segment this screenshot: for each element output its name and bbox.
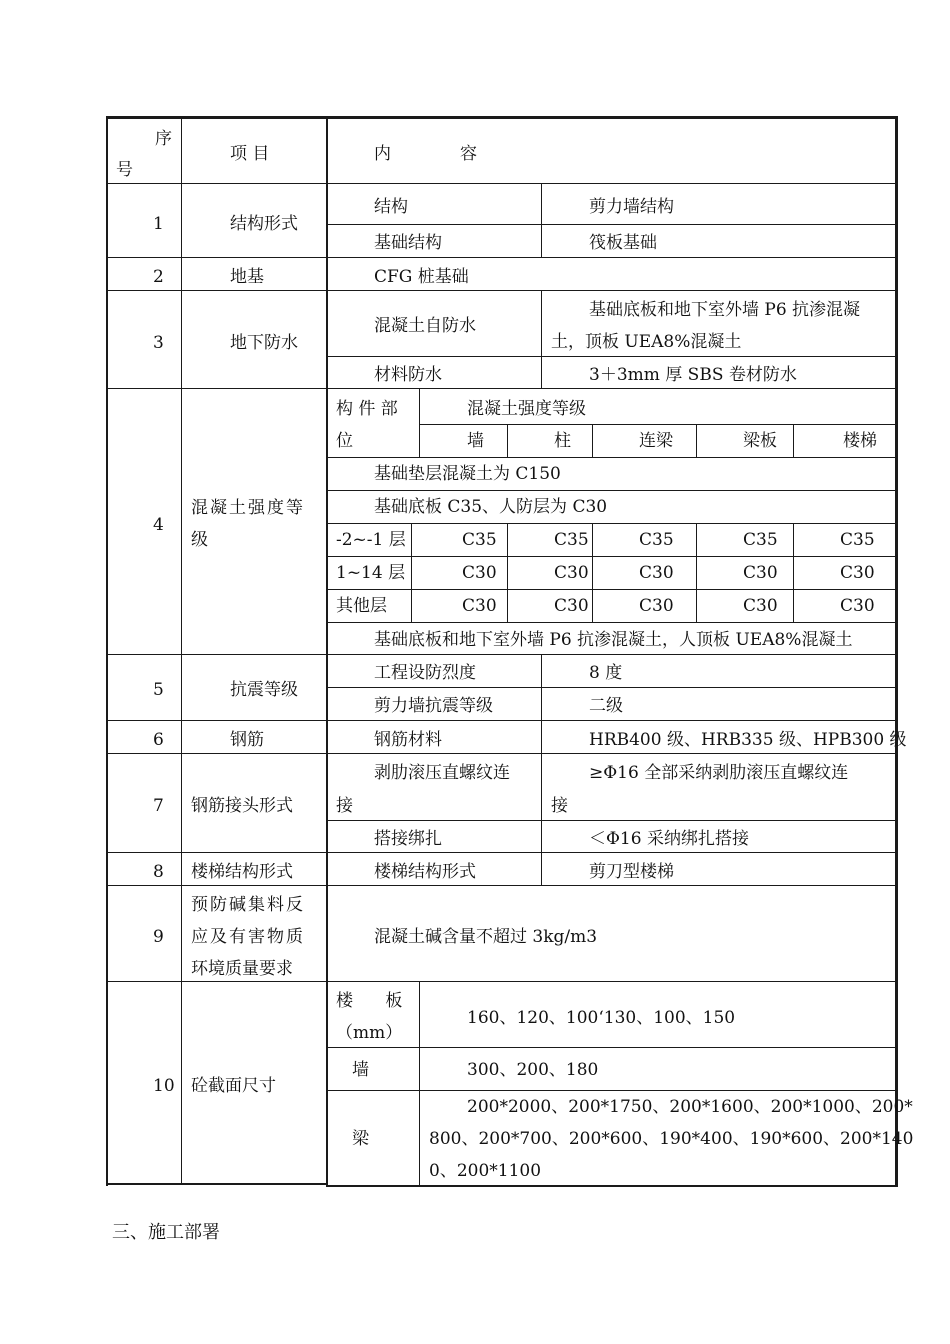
row6-number: 6 — [153, 730, 164, 750]
row8-value: 剪刀型楼梯 — [589, 862, 674, 882]
row7-item: 钢筋接头形式 — [191, 796, 293, 816]
r4-line-a — [327, 457, 896, 458]
row7-lap-value: ＜Φ16 采纳绑扎搭接 — [589, 829, 749, 849]
row4-col-header-stair: 楼梯 — [843, 431, 877, 451]
row4-level3-column: C30 — [554, 596, 589, 616]
row4-level3-coupling-beam: C30 — [639, 596, 674, 616]
row4-level1-column: C35 — [554, 530, 589, 550]
r7-inner-hline — [327, 820, 896, 821]
row4-note-cushion: 基础垫层混凝土为 C150 — [374, 464, 561, 484]
row2-number: 2 — [153, 267, 164, 287]
row4-level3-wall: C30 — [462, 596, 497, 616]
row4-level1-stair: C35 — [840, 530, 875, 550]
row4-level3-beam-slab: C30 — [743, 596, 778, 616]
row4-note-impermeable: 基础底板和地下室外墙 P6 抗渗混凝土，人顶板 UEA8%混凝土 — [374, 630, 853, 650]
r4-header-split — [419, 424, 896, 425]
row7-number: 7 — [153, 796, 164, 816]
row4-col-header-wall: 墙 — [467, 431, 484, 451]
row4-level2-stair: C30 — [840, 563, 875, 583]
r6-inner-vline — [541, 720, 542, 753]
row5-seismic-grade-value: 二级 — [589, 696, 623, 716]
r4-line-b — [327, 490, 896, 491]
table-border-top — [106, 116, 897, 119]
row10-slab-label-line2: （mm） — [336, 1023, 403, 1043]
row5-intensity-value: 8 度 — [589, 663, 623, 683]
r4-line-d — [327, 556, 896, 557]
row-line-7 — [107, 852, 896, 853]
col-divider-item — [326, 118, 328, 1187]
row5-number: 5 — [153, 680, 164, 700]
row9-item-line2: 应及有害物质 — [191, 927, 305, 947]
row2-item: 地基 — [230, 267, 264, 287]
row10-slab-value: 160、120、100‘130、100、150 — [467, 1008, 736, 1028]
row3-self-waterproof-value-line1: 基础底板和地下室外墙 P6 抗渗混凝 — [589, 300, 861, 320]
row3-item: 地下防水 — [230, 333, 298, 353]
row4-level2-wall: C30 — [462, 563, 497, 583]
table-border-left — [106, 116, 108, 1186]
table-border-bottom-left — [106, 1183, 328, 1185]
row4-item-line2: 级 — [191, 530, 208, 550]
row10-beam-value-line1: 200*2000、200*1750、200*1600、200*1000、200* — [467, 1097, 913, 1117]
row4-col-header-column: 柱 — [554, 431, 571, 451]
row10-beam-value-line3: 0、200*1100 — [429, 1161, 542, 1181]
row4-level3-stair: C30 — [840, 596, 875, 616]
row4-col-header-coupling-beam: 连梁 — [639, 431, 673, 451]
row4-note-base-slab: 基础底板 C35、人防层为 C30 — [374, 497, 608, 517]
row1-number: 1 — [153, 214, 164, 234]
r5-inner-hline — [327, 687, 896, 688]
row3-material-waterproof-value: 3＋3mm 厚 SBS 卷材防水 — [589, 365, 797, 385]
row7-lap-label: 搭接绑扎 — [374, 829, 442, 849]
header-seq-char2: 号 — [116, 160, 133, 180]
row8-label: 楼梯结构形式 — [374, 862, 476, 882]
row1-structure-value: 剪力墙结构 — [589, 197, 674, 217]
r4-vline-link-col — [696, 424, 697, 457]
row4-level-label-1: -2~-1 层 — [336, 530, 406, 550]
r10-line-b — [327, 1090, 896, 1091]
header-seq-char1: 序 — [155, 129, 172, 149]
row4-level1-beam-slab: C35 — [743, 530, 778, 550]
row4-item-line1: 混凝土强度等 — [191, 498, 305, 518]
r4-vline-wall-col-lower — [507, 523, 508, 622]
row4-level1-wall: C35 — [462, 530, 497, 550]
header-content-char2: 容 — [460, 144, 477, 164]
row4-col-header-beam-slab: 梁板 — [743, 431, 777, 451]
row6-item: 钢筋 — [230, 730, 264, 750]
r7-inner-vline — [541, 753, 542, 852]
r4-vline-part-lower — [411, 523, 412, 622]
r3-inner-vline — [541, 290, 542, 388]
row-line-8 — [107, 885, 896, 886]
row2-value: CFG 桩基础 — [374, 267, 469, 287]
row1-foundation-label: 基础结构 — [374, 233, 442, 253]
col-divider-seq — [181, 118, 182, 1184]
row5-intensity-label: 工程设防烈度 — [374, 663, 476, 683]
row-line-5 — [107, 720, 896, 721]
row4-level2-column: C30 — [554, 563, 589, 583]
header-item: 项 目 — [230, 144, 270, 164]
row8-number: 8 — [153, 862, 164, 882]
table-border-right — [895, 116, 898, 1186]
r4-vline-slab-col — [793, 424, 794, 457]
section-heading: 三、施工部署 — [112, 1222, 220, 1243]
row7-threaded-value-line2: 接 — [551, 796, 568, 816]
row-line-3 — [107, 388, 896, 389]
row-line-1 — [107, 257, 896, 258]
row5-item: 抗震等级 — [230, 680, 298, 700]
row4-level2-beam-slab: C30 — [743, 563, 778, 583]
row6-label: 钢筋材料 — [374, 730, 442, 750]
r4-line-e — [327, 589, 896, 590]
row4-part-header-line1: 构 件 部 — [336, 399, 398, 419]
table-border-bottom-right — [326, 1185, 898, 1187]
row9-item-line1: 预防碱集料反 — [191, 895, 305, 915]
r1-inner-hline — [327, 224, 896, 225]
r4-vline-slab-col-lower — [793, 523, 794, 622]
r3-inner-hline — [327, 356, 896, 357]
r1-inner-vline — [541, 183, 542, 257]
row9-value: 混凝土碱含量不超过 3kg/m3 — [374, 927, 598, 947]
r4-vline-col-col — [592, 424, 593, 457]
r4-line-f — [327, 622, 896, 623]
row9-item-line3: 环境质量要求 — [191, 959, 293, 979]
row10-beam-label: 梁 — [352, 1129, 369, 1149]
r4-vline-col-col-lower — [592, 523, 593, 622]
row8-item: 楼梯结构形式 — [191, 862, 293, 882]
row4-level1-coupling-beam: C35 — [639, 530, 674, 550]
row4-level-label-2: 1~14 层 — [336, 563, 406, 583]
row-line-9 — [107, 981, 896, 982]
r4-vline-part — [419, 388, 420, 457]
r4-vline-link-col-lower — [696, 523, 697, 622]
row-line-2 — [107, 290, 896, 291]
row3-self-waterproof-value-line2: 土，顶板 UEA8%混凝土 — [551, 332, 742, 352]
row10-wall-label: 墙 — [352, 1060, 369, 1080]
row10-wall-value: 300、200、180 — [467, 1060, 599, 1080]
row-line-header — [107, 183, 896, 184]
row7-threaded-label-line1: 剥肋滚压直螺纹连 — [374, 763, 510, 783]
row4-grade-header: 混凝土强度等级 — [467, 399, 586, 419]
row7-threaded-label-line2: 接 — [336, 796, 353, 816]
row3-material-waterproof-label: 材料防水 — [374, 365, 442, 385]
row4-number: 4 — [153, 515, 164, 535]
r10-line-a — [327, 1047, 896, 1048]
r10-inner-vline — [419, 981, 420, 1186]
row-line-6 — [107, 753, 896, 754]
r8-inner-vline — [541, 852, 542, 885]
row6-value: HRB400 级、HRB335 级、HPB300 级 — [589, 730, 907, 750]
row-line-4 — [107, 654, 896, 655]
row10-number: 10 — [153, 1076, 175, 1096]
row5-seismic-grade-label: 剪力墙抗震等级 — [374, 696, 493, 716]
row3-self-waterproof-label: 混凝土自防水 — [374, 316, 476, 336]
r4-vline-wall-col — [507, 424, 508, 457]
row3-number: 3 — [153, 333, 164, 353]
row4-level2-coupling-beam: C30 — [639, 563, 674, 583]
row1-item: 结构形式 — [230, 214, 298, 234]
row4-level-label-3: 其他层 — [336, 596, 387, 616]
row4-part-header-line2: 位 — [336, 431, 353, 451]
r4-line-c — [327, 523, 896, 524]
header-content-char1: 内 — [374, 144, 391, 164]
row1-structure-label: 结构 — [374, 197, 408, 217]
row7-threaded-value-line1: ≥Φ16 全部采纳剥肋滚压直螺纹连 — [589, 763, 849, 783]
row10-item: 砼截面尺寸 — [191, 1076, 276, 1096]
row9-number: 9 — [153, 927, 164, 947]
row1-foundation-value: 筏板基础 — [589, 233, 657, 253]
row10-beam-value-line2: 800、200*700、200*600、190*400、190*600、200*140 — [429, 1129, 914, 1149]
row10-slab-label-line1: 楼 板 — [336, 991, 403, 1011]
